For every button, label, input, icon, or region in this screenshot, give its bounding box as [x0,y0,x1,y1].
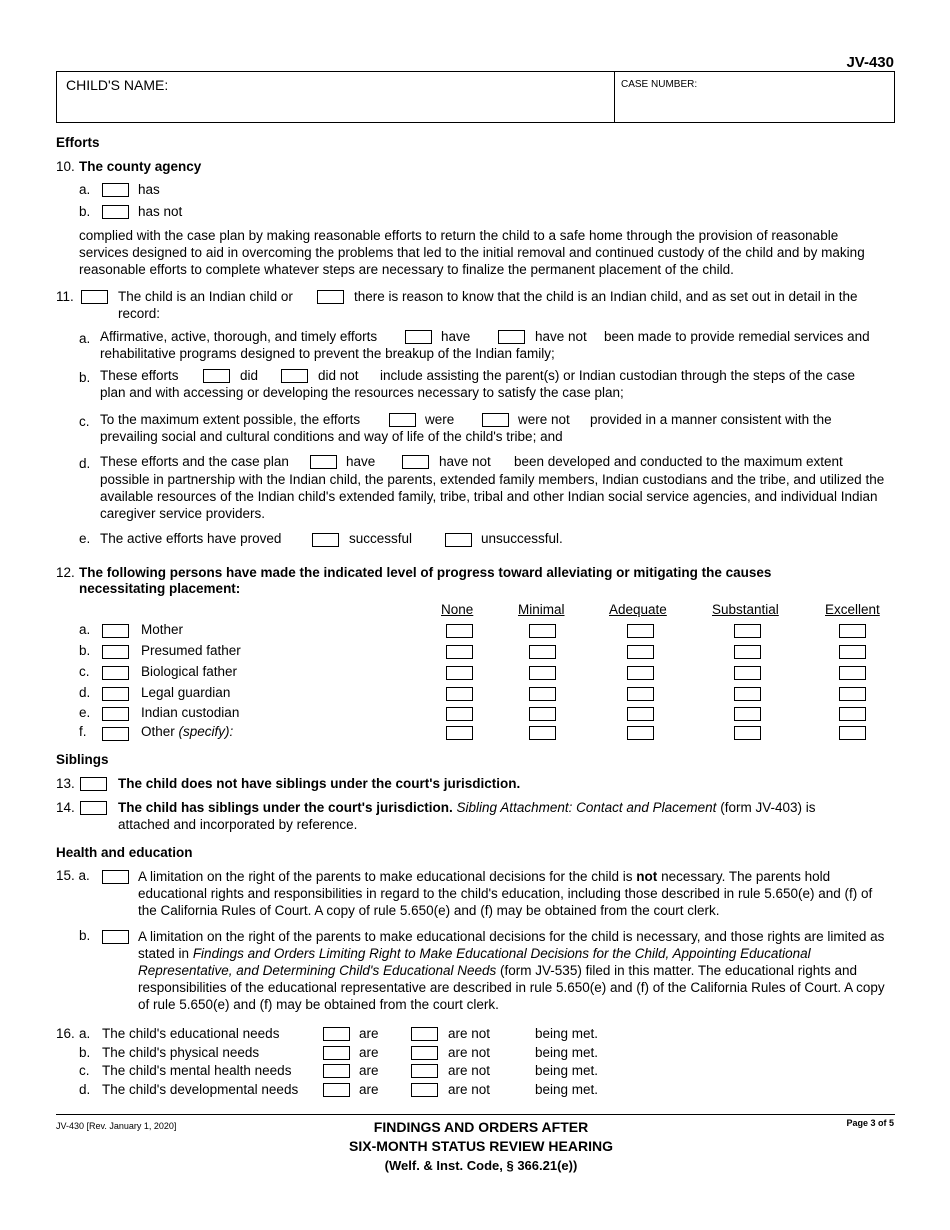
item15a-checkbox[interactable] [102,870,129,884]
item16-tail: being met. [535,1045,599,1060]
item11b-letter: b. [79,370,91,385]
item15a-text-not: not [636,869,658,884]
progress-biological-father-adequate-checkbox[interactable] [627,666,654,680]
item11c-text1: To the maximum extent possible, the efforts [100,412,361,427]
item16a-are-checkbox[interactable] [323,1027,350,1041]
item11d-letter: d. [79,456,91,471]
item11c-were-label: were [425,412,455,427]
item11e-unsuccessful-checkbox[interactable] [445,533,472,547]
progress-other-excellent-checkbox[interactable] [839,726,866,740]
progress-row-other-specify: (specify): [178,724,234,739]
item11d-have-label: have [346,454,376,469]
progress-legal-guardian-adequate-checkbox[interactable] [627,687,654,701]
item11a-text1: Affirmative, active, thorough, and timely efforts [100,329,378,344]
progress-other-minimal-checkbox[interactable] [529,726,556,740]
item16-are-label: are [359,1063,379,1078]
item11d-text1: These efforts and the case plan [100,454,289,469]
progress-row-label: Legal guardian [141,685,231,700]
health-heading: Health and education [56,845,193,860]
progress-row-other-checkbox[interactable] [102,727,129,741]
progress-indian-custodian-substantial-checkbox[interactable] [734,707,761,721]
item11c-were-checkbox[interactable] [389,413,416,427]
progress-row-mother-checkbox[interactable] [102,624,129,638]
progress-presumed-father-adequate-checkbox[interactable] [627,645,654,659]
item11d-text3: possible in partnership with the Indian child, the parents, extended family members, Indian custodians and the tribe, and utilized the available resources of the Indian child's extended family, tribe, tribal and other Indian social service agencies, and individual Indian caregiver service providers. [100,472,885,521]
item11c-were-not-label: were not [518,412,570,427]
progress-presumed-father-excellent-checkbox[interactable] [839,645,866,659]
item16d-are-checkbox[interactable] [323,1083,350,1097]
item11b-did-not-checkbox[interactable] [281,369,308,383]
item16-are-not-label: are not [448,1026,491,1041]
item16-row-label: The child's developmental needs [102,1082,299,1097]
item11b-text1: These efforts [100,368,179,383]
item16c-are-not-checkbox[interactable] [411,1064,438,1078]
item15b-paragraph [138,928,886,1013]
progress-biological-father-minimal-checkbox[interactable] [529,666,556,680]
progress-indian-custodian-adequate-checkbox[interactable] [627,707,654,721]
progress-mother-substantial-checkbox[interactable] [734,624,761,638]
siblings-heading: Siblings [56,752,109,767]
progress-presumed-father-minimal-checkbox[interactable] [529,645,556,659]
progress-col-none: None [441,602,474,617]
item11a-have-label: have [441,329,471,344]
item11d-text2: been developed and conducted to the maximum extent [514,454,843,469]
footer-divider [56,1114,895,1115]
item11a-have-not-checkbox[interactable] [498,330,525,344]
item12-title-line1: The following persons have made the indicated level of progress toward alleviating or mitigating the causes [79,565,772,580]
item11a-have-checkbox[interactable] [405,330,432,344]
item10b-label: has not [138,204,183,219]
progress-indian-custodian-excellent-checkbox[interactable] [839,707,866,721]
item15a-text-pre: A limitation on the right of the parents to make educational decisions for the child is [138,869,633,884]
item14-line2: attached and incorporated by reference. [118,817,358,832]
progress-row-label: Indian custodian [141,705,240,720]
progress-legal-guardian-substantial-checkbox[interactable] [734,687,761,701]
item11c-were-not-checkbox[interactable] [482,413,509,427]
item11c-text2: provided in a manner consistent with the [590,412,832,427]
progress-row-letter: f. [79,724,87,739]
progress-biological-father-substantial-checkbox[interactable] [734,666,761,680]
item16-are-not-label: are not [448,1045,491,1060]
item15b-text-pre: A limitation on the right of the parents to make educational decisions for the child is necessary, and those rights are limited as stated in [138,929,885,961]
item15a-text-post: necessary. The parents hold educational rights and responsibilities in regard to the child's education, including those described in rule 5.650(e) and (f) of the California Rules of Court. A copy of rule 5.650(e) and (f) may be obtained from the court clerk. [138,869,873,918]
progress-row-legal-guardian-checkbox[interactable] [102,687,129,701]
item16-row-letter: b. [79,1045,91,1060]
item14-form-title: Sibling Attachment: Contact and Placement [456,800,717,815]
item11-text-a: The child is an Indian child or [118,289,293,304]
item11-indian-child-checkbox[interactable] [81,290,108,304]
item11-reason-to-know-checkbox[interactable] [317,290,344,304]
item10b-checkbox[interactable] [102,205,129,219]
progress-other-substantial-checkbox[interactable] [734,726,761,740]
item13-number: 13. [56,776,75,791]
progress-row-label: Presumed father [141,643,241,658]
footer-title-line2: SIX-MONTH STATUS REVIEW HEARING [349,1138,613,1154]
item11d-have-not-label: have not [439,454,491,469]
item11a-have-not-label: have not [535,329,587,344]
item14-line1 [118,800,815,815]
progress-row-label: Biological father [141,664,238,679]
item13-text: The child does not have siblings under the court's jurisdiction. [118,776,521,791]
item16-are-label: are [359,1026,379,1041]
item16-tail: being met. [535,1026,599,1041]
childs-name-label: CHILD'S NAME: [66,77,169,93]
item11e-successful-label: successful [349,531,413,546]
item14-checkbox[interactable] [80,801,107,815]
item11-text-b: there is reason to know that the child is an Indian child, and as set out in detail in the [354,289,858,304]
item16-number: 16. [56,1026,75,1041]
item11a-text2: been made to provide remedial services and [604,329,870,344]
progress-other-adequate-checkbox[interactable] [627,726,654,740]
item16c-are-checkbox[interactable] [323,1064,350,1078]
progress-row-label: Mother [141,622,184,637]
item11b-did-not-label: did not [318,368,359,383]
footer-title [0,1118,950,1175]
item16-tail: being met. [535,1063,599,1078]
item10a-letter: a. [79,182,91,197]
form-id: JV-430 [846,54,894,71]
item11e-successful-checkbox[interactable] [312,533,339,547]
item16-are-label: are [359,1082,379,1097]
item15a-number: 15. a. [56,868,90,883]
progress-row-other-label: Other [141,724,175,739]
item15b-letter: b. [79,928,91,943]
footer-revision: JV-430 [Rev. January 1, 2020] [56,1121,177,1131]
item11b-did-label: did [240,368,259,383]
item16-row-label: The child's physical needs [102,1045,260,1060]
progress-row-letter: e. [79,705,91,720]
item16a-are-not-checkbox[interactable] [411,1027,438,1041]
item11e-letter: e. [79,531,91,546]
item12-number: 12. [56,565,75,580]
item15b-form-title: Findings and Orders Limiting Right to Make Educational Decisions for the Child, Appointing Educational Representative, and Determining Child's Educational Needs [138,946,811,978]
progress-col-excellent: Excellent [825,602,880,617]
item11b-text3: plan and with accessing or developing the resources necessary to satisfy the case plan; [100,385,624,400]
progress-col-minimal: Minimal [518,602,565,617]
item12-title-line2: necessitating placement: [79,581,241,596]
progress-mother-adequate-checkbox[interactable] [627,624,654,638]
progress-col-adequate: Adequate [609,602,667,617]
item16-row-letter: c. [79,1063,90,1078]
progress-biological-father-excellent-checkbox[interactable] [839,666,866,680]
item16b-are-checkbox[interactable] [323,1046,350,1060]
item11c-letter: c. [79,414,90,429]
progress-presumed-father-substantial-checkbox[interactable] [734,645,761,659]
footer-title-line3: (Welf. & Inst. Code, § 366.21(e)) [384,1158,578,1173]
efforts-heading: Efforts [56,135,100,150]
progress-row-letter: b. [79,643,91,658]
progress-row-label [141,724,233,739]
progress-indian-custodian-minimal-checkbox[interactable] [529,707,556,721]
item16-row-letter: a. [79,1026,91,1041]
item11e-unsuccessful-label: unsuccessful. [481,531,563,546]
progress-row-presumed-father-checkbox[interactable] [102,645,129,659]
progress-row-letter: a. [79,622,91,637]
item16-are-not-label: are not [448,1063,491,1078]
item16-are-not-label: are not [448,1082,491,1097]
item16-are-label: are [359,1045,379,1060]
footer-page-number: Page 3 of 5 [846,1118,894,1128]
item11a-letter: a. [79,331,91,346]
item11e-text1: The active efforts have proved [100,531,282,546]
progress-row-biological-father-checkbox[interactable] [102,666,129,680]
caption-divider [614,71,615,123]
progress-mother-minimal-checkbox[interactable] [529,624,556,638]
item13-checkbox[interactable] [80,777,107,791]
item16-row-label: The child's educational needs [102,1026,280,1041]
case-number-label: CASE NUMBER: [621,79,698,90]
item11c-text3: prevailing social and cultural conditions and way of life of the child's tribe; and [100,429,563,444]
item14-form-ref: (form JV-403) is [720,800,816,815]
progress-indian-custodian-none-checkbox[interactable] [446,707,473,721]
item11b-text2: include assisting the parent(s) or Indian custodian through the steps of the case [380,368,856,383]
progress-biological-father-none-checkbox[interactable] [446,666,473,680]
item15b-checkbox[interactable] [102,930,129,944]
item11d-have-checkbox[interactable] [310,455,337,469]
progress-mother-excellent-checkbox[interactable] [839,624,866,638]
item16-tail: being met. [535,1082,599,1097]
item10-paragraph: complied with the case plan by making reasonable efforts to return the child to a safe home through the provision of reasonable services designed to aid in overcoming the problems that led to the initial removal and continued custody of the child and by making reasonable efforts to complete whatever steps are necessary to finalize the permanent placement of the child. [79,228,865,277]
footer-title-line1: FINDINGS AND ORDERS AFTER [373,1119,589,1135]
item16-row-letter: d. [79,1082,91,1097]
progress-mother-none-checkbox[interactable] [446,624,473,638]
item16b-are-not-checkbox[interactable] [411,1046,438,1060]
progress-legal-guardian-excellent-checkbox[interactable] [839,687,866,701]
item15a-paragraph [138,868,880,919]
item14-number: 14. [56,800,75,815]
item10a-label: has [138,182,160,197]
progress-row-letter: c. [79,664,90,679]
progress-row-letter: d. [79,685,91,700]
item10-title: The county agency [79,159,202,174]
item15b-text-post: (form JV-535) filed in this matter. The educational rights and responsibilities of the educational representative are described in rule 5.650(e) and (f) of the California Rules of Court. A copy of rule 5.650(e) and (f) may be obtained from the court clerk. [138,963,885,1012]
item14-bold-text: The child has siblings under the court's jurisdiction. [118,800,453,815]
item11d-have-not-checkbox[interactable] [402,455,429,469]
item10a-checkbox[interactable] [102,183,129,197]
progress-legal-guardian-none-checkbox[interactable] [446,687,473,701]
item11-number: 11. [56,289,74,304]
progress-legal-guardian-minimal-checkbox[interactable] [529,687,556,701]
caption-box [56,71,895,123]
item16d-are-not-checkbox[interactable] [411,1083,438,1097]
progress-row-indian-custodian-checkbox[interactable] [102,707,129,721]
progress-presumed-father-none-checkbox[interactable] [446,645,473,659]
item10b-letter: b. [79,204,91,219]
item11-text-c: record: [118,306,161,321]
progress-col-substantial: Substantial [712,602,779,617]
item16-row-label: The child's mental health needs [102,1063,292,1078]
progress-other-none-checkbox[interactable] [446,726,473,740]
item10-number: 10. [56,159,75,174]
item11a-text3: rehabilitative programs designed to prevent the breakup of the Indian family; [100,346,555,361]
item11b-did-checkbox[interactable] [203,369,230,383]
